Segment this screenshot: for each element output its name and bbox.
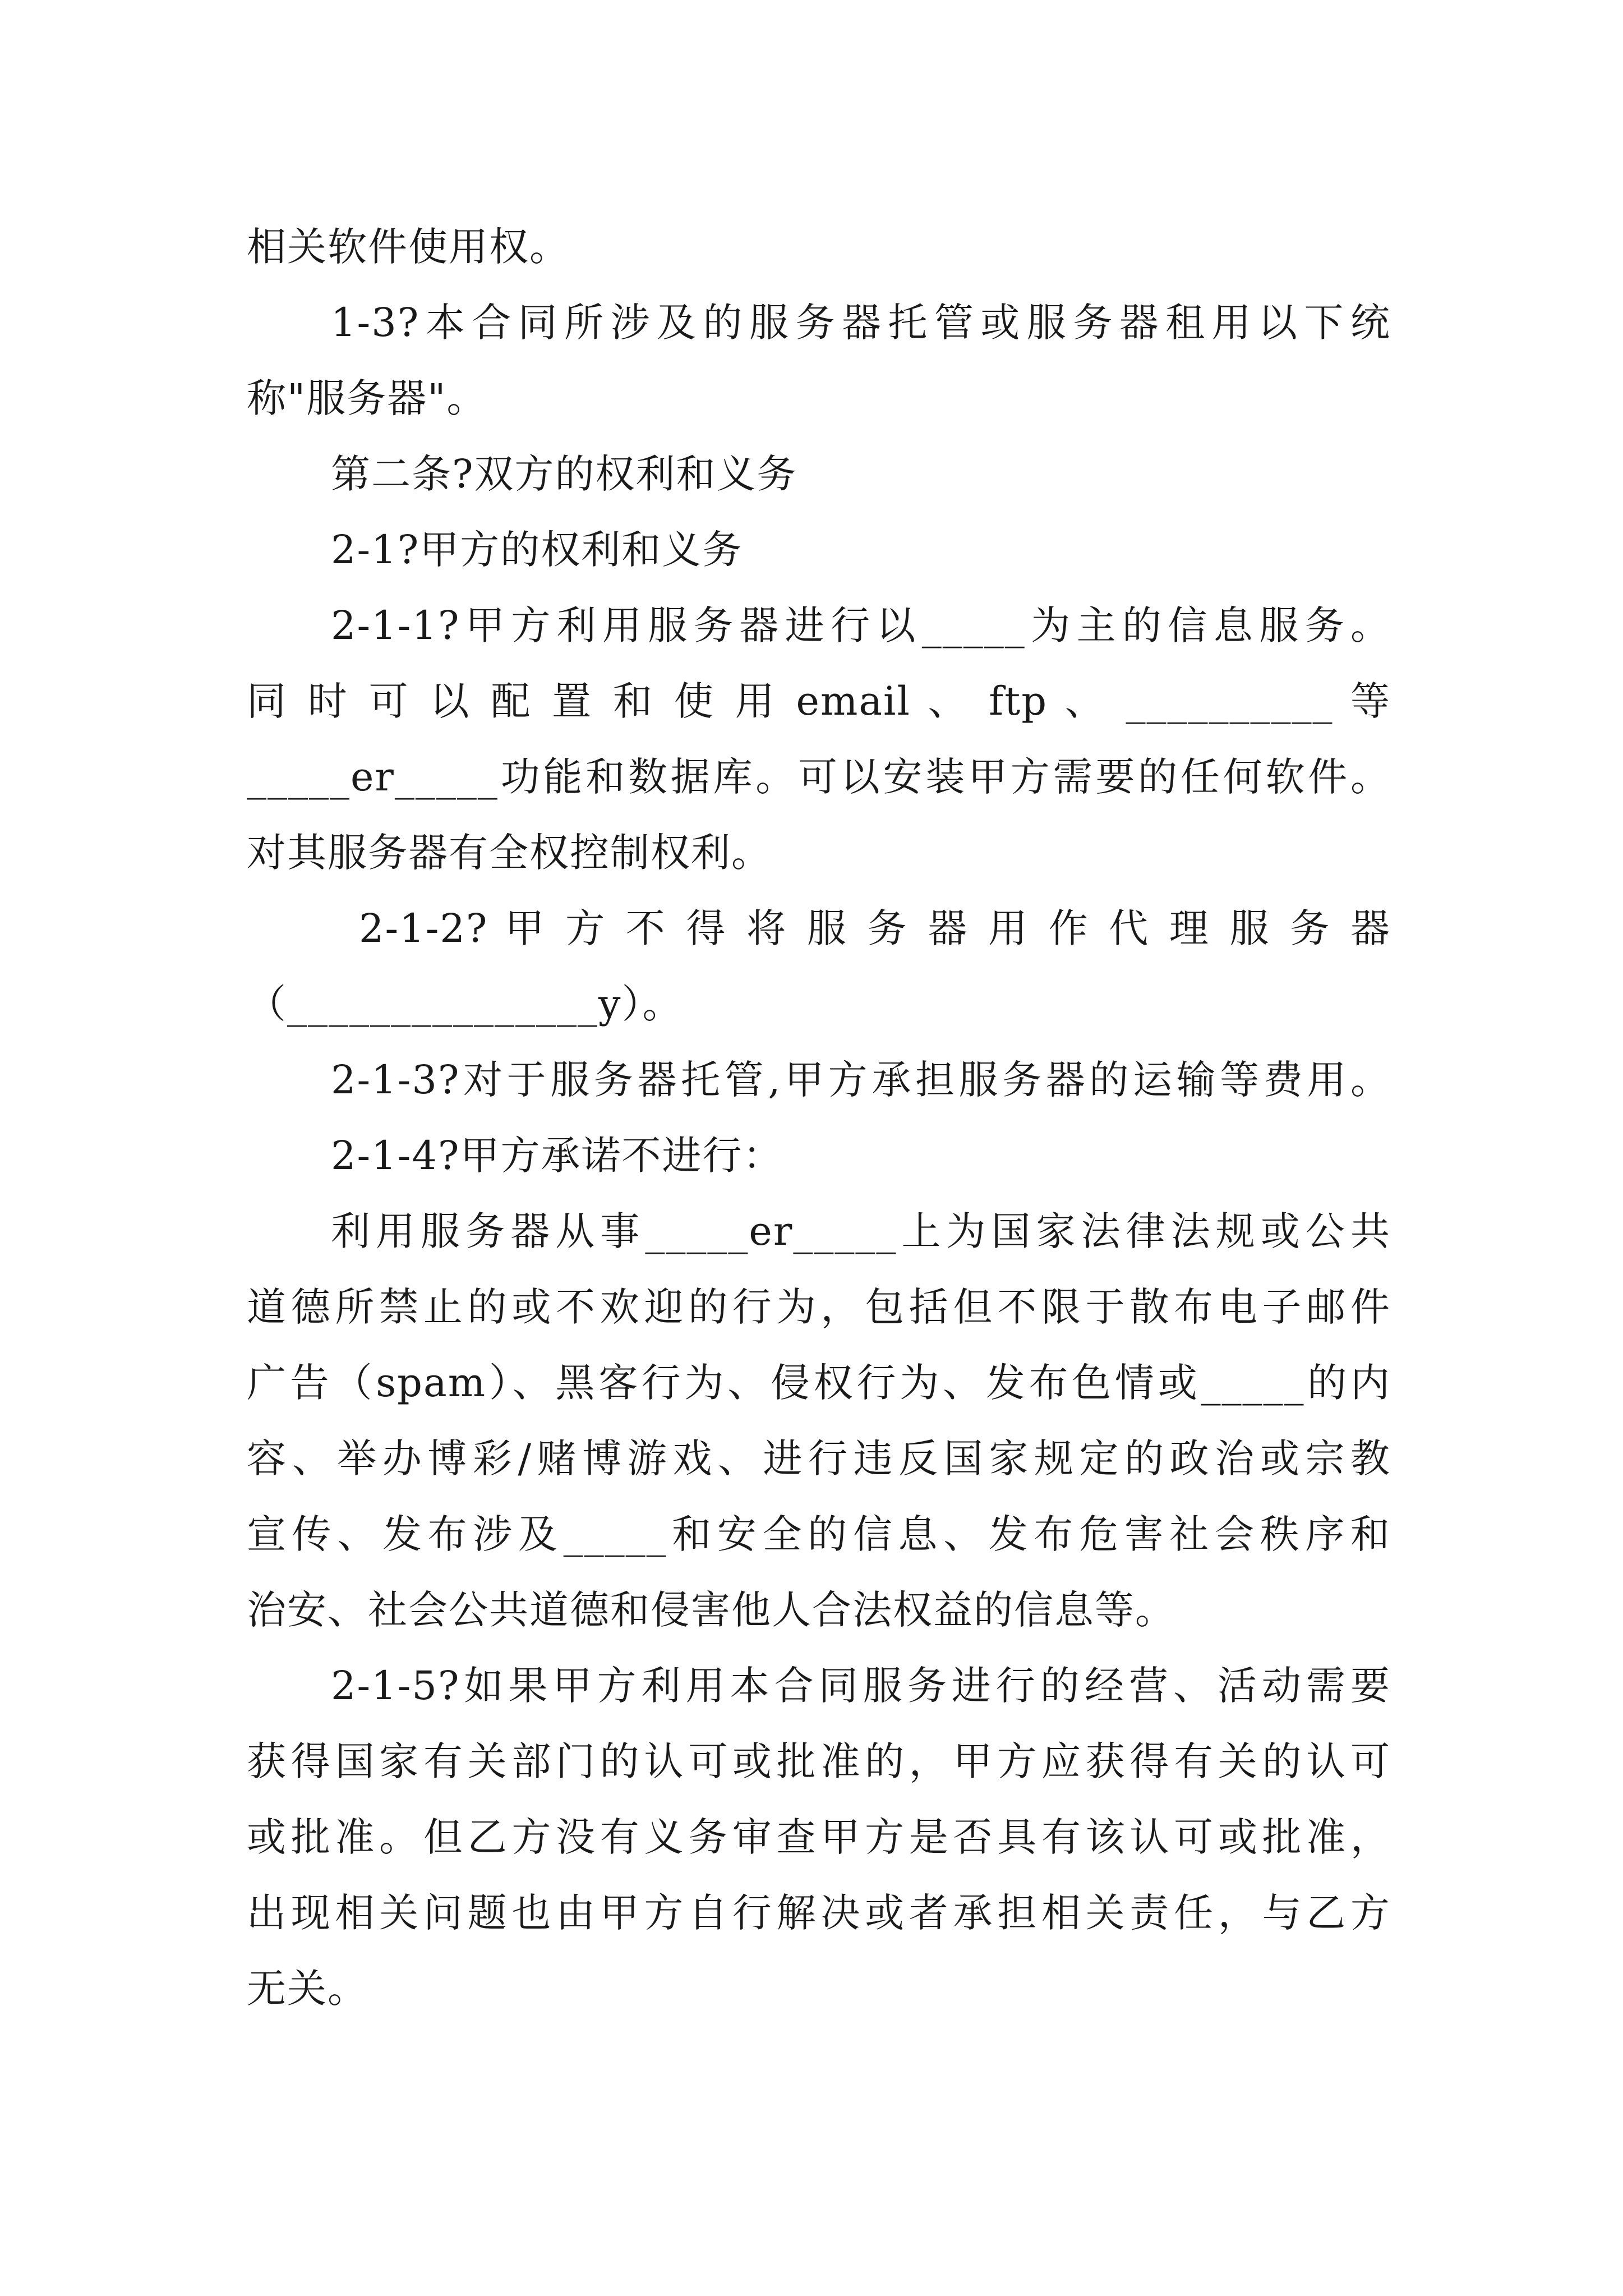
text-line: 宣传、发布涉及_____和安全的信息、发布危害社会秩序和 xyxy=(247,1511,1391,1557)
text-line: 1-3?本合同所涉及的服务器托管或服务器租用以下统 xyxy=(331,300,1391,346)
text-line: 2-1-5?如果甲方利用本合同服务进行的经营、活动需要 xyxy=(331,1663,1391,1709)
text-line: 对其服务器有全权控制权利。 xyxy=(247,830,772,876)
text-line: 道德所禁止的或不欢迎的行为，包括但不限于散布电子邮件 xyxy=(247,1284,1391,1330)
text-line: 2-1-4?甲方承诺不进行： xyxy=(331,1133,783,1179)
subsection-heading: 2-1?甲方的权利和义务 xyxy=(331,527,743,573)
text-line: 2-1-2? 甲 方 不 得 将 服 务 器 用 作 代 理 服 务 器 xyxy=(359,905,1391,951)
text-line: 治安、社会公共道德和侵害他人合法权益的信息等。 xyxy=(247,1587,1175,1633)
text-line: 或批准。但乙方没有义务审查甲方是否具有该认可或批准， xyxy=(247,1814,1391,1860)
text-line: 出现相关问题也由甲方自行解决或者承担相关责任，与乙方 xyxy=(247,1890,1391,1936)
document-page xyxy=(247,0,1391,2296)
text-line: 同 时 可 以 配 置 和 使 用 email 、 ftp 、 __________ 等 xyxy=(247,678,1391,724)
text-line: （_______________y）。 xyxy=(247,981,683,1027)
text-line: _____er_____功能和数据库。可以安装甲方需要的任何软件。 xyxy=(247,754,1391,800)
text-line: 容、举办博彩/赌博游戏、进行违反国家规定的政治或宗教 xyxy=(247,1435,1391,1481)
text-line: 广告（spam）、黑客行为、侵权行为、发布色情或_____的内 xyxy=(247,1360,1391,1406)
text-line: 无关。 xyxy=(247,1966,368,2012)
text-line: 2-1-1?甲方利用服务器进行以_____为主的信息服务。 xyxy=(331,602,1391,648)
text-line: 相关软件使用权。 xyxy=(247,224,570,270)
text-line: 利用服务器从事_____er_____上为国家法律法规或公共 xyxy=(331,1208,1391,1254)
section-heading: 第二条?双方的权利和义务 xyxy=(331,451,797,497)
text-line: 称"服务器"。 xyxy=(247,375,487,421)
text-line: 获得国家有关部门的认可或批准的，甲方应获得有关的认可 xyxy=(247,1738,1391,1784)
text-line: 2-1-3?对于服务器托管,甲方承担服务器的运输等费用。 xyxy=(331,1057,1391,1103)
